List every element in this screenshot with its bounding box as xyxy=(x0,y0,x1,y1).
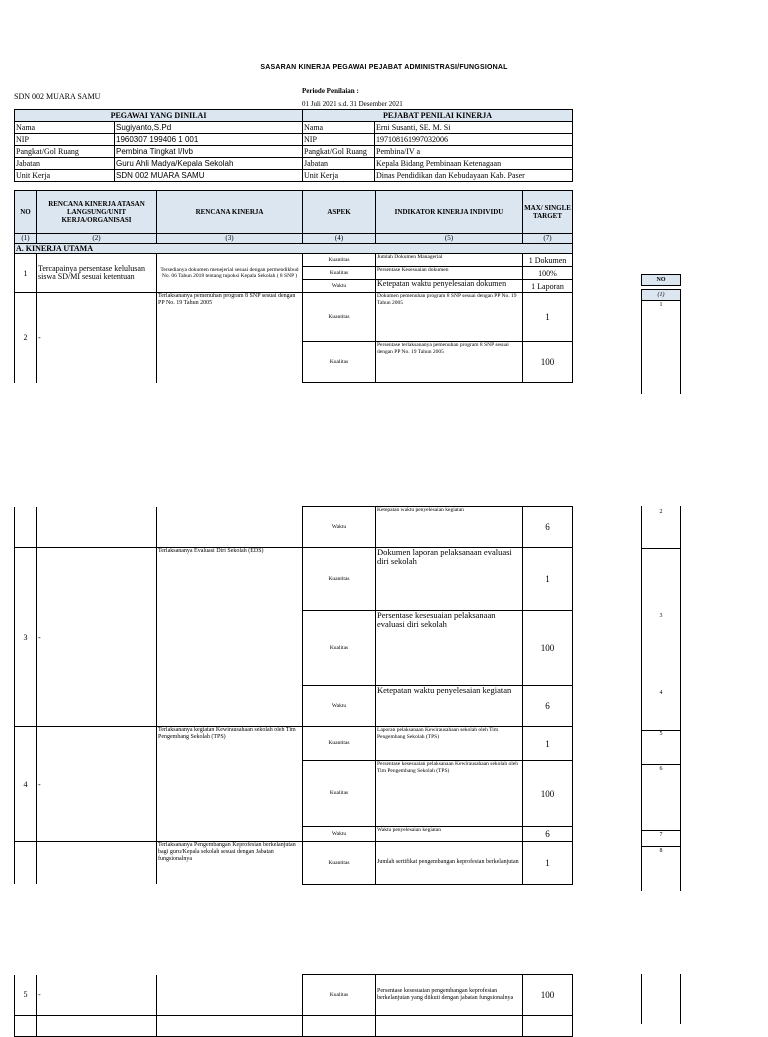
row-aspek: Kuantitas xyxy=(303,293,376,342)
penilai-value: Kepala Bidang Pembinaan Ketenagaan xyxy=(375,158,573,170)
row-no: 2 xyxy=(15,293,37,383)
row-atasan: - xyxy=(37,548,157,727)
row-indikator: Laporan pelaksanaan Kewirausahaan sekolah oleh Tim Pengembang Sekolah (TPS) xyxy=(376,727,523,761)
penilai-value: 197108161997032006 xyxy=(375,134,573,146)
row-aspek: Kuantitas xyxy=(303,727,376,761)
row-rencana: Terlaksananya Pengembangan Keprofesian berkelanjutan bagi guru/Kepala sekolah sesuai dengan Jabatan fungsionalnya xyxy=(157,842,303,885)
row-target: 1 xyxy=(523,727,573,761)
row-target: 1 xyxy=(523,842,573,885)
kinerja-table-2 xyxy=(14,506,573,885)
row-target: 6 xyxy=(523,686,573,727)
pegawai-label: Jabatan xyxy=(15,158,115,170)
pegawai-table xyxy=(14,109,303,182)
side-num: 5 xyxy=(659,731,663,737)
row-aspek: Kualitas xyxy=(303,611,376,686)
col-indikator: INDIKATOR KINERJA INDIVIDU xyxy=(376,191,523,234)
row-indikator: Dokumen pemenuhan program 8 SNP sesuai dengan PP No. 19 Tahun 2005 xyxy=(376,293,523,342)
penilai-value: Pembina/IV a xyxy=(375,146,573,158)
side-num: 4 xyxy=(659,690,663,696)
col-rencana-atasan: RENCANA KINERJA ATASAN LANGSUNG/UNIT KERJA/ORGANISASI xyxy=(37,191,157,234)
penilai-label: Jabatan xyxy=(303,158,375,170)
penilai-value: Dinas Pendidikan dan Kebudayaan Kab. Paser xyxy=(375,170,573,182)
row-aspek: Kuantitas xyxy=(303,548,376,611)
row-target: 6 xyxy=(523,827,573,842)
row-no: 4 xyxy=(15,727,37,842)
penilai-table xyxy=(302,109,573,182)
penilai-value: Erni Susanti, SE. M. Si xyxy=(375,122,573,134)
side-num: 1 xyxy=(659,302,663,308)
row-target: 100% xyxy=(523,267,573,280)
row-rencana: Terlaksananya kegiatan Kewirausahaan sekolah oleh Tim Pengembang Sekolah (TPS) xyxy=(157,727,303,842)
pegawai-value: SDN 002 MUARA SAMU xyxy=(115,170,303,182)
row-indikator: Persentase kesesuaian pengembangan keprofesian berkelanjutan yang diikuti dengan jabatan fungsionalnya xyxy=(376,975,523,1016)
pegawai-value: Pembina Tingkat I/Ivb xyxy=(115,146,303,158)
col-target: MAX/ SINGLE TARGET xyxy=(523,191,573,234)
row-indikator: Waktu penyelesaian kegiatan xyxy=(376,827,523,842)
col-num: (1) xyxy=(15,234,37,244)
row-rencana: Terlaksananya pemenuhan program 8 SNP sesuai dengan PP No. 19 Tahun 2005 xyxy=(157,293,303,383)
row-no: 3 xyxy=(15,548,37,727)
kinerja-table xyxy=(14,190,573,383)
row-aspek: Kualitas xyxy=(303,267,376,280)
periode-label: Periode Penilaian : xyxy=(302,87,359,95)
row-indikator: Persentase Kesesuaian dokumen xyxy=(376,267,523,280)
row-rencana: Terlaksananya Evaluasi Diri Sekolah (EDS) xyxy=(157,548,303,727)
row-no: 5 xyxy=(15,975,37,1016)
document-title: SASARAN KINERJA PEGAWAI PEJABAT ADMINISTRASI/FUNGSIONAL xyxy=(260,64,508,71)
col-aspek: ASPEK xyxy=(303,191,376,234)
row-target: 6 xyxy=(523,507,573,548)
side-num: 8 xyxy=(659,848,663,854)
pegawai-value: 1960307 199406 1 001 xyxy=(115,134,303,146)
pegawai-label: NIP xyxy=(15,134,115,146)
row-target: 1 xyxy=(523,548,573,611)
row-atasan: Tercapainya persentase kelulusan siswa SD/MI sesuai ketentuan xyxy=(37,254,157,293)
row-target: 1 Laporan xyxy=(523,280,573,293)
row-aspek: Kualitas xyxy=(303,342,376,383)
row-indikator: Ketepatan waktu penyelesaian dokumen xyxy=(376,280,523,293)
row-rencana: Tersedianya dokumen menejerial sesuai dengan permendikbud No. 06 Tahun 2018 tentang tupoksi Kepala Sekolah ( 8 SNP ) xyxy=(157,254,303,293)
row-target: 100 xyxy=(523,761,573,827)
pegawai-label: Unit Kerja xyxy=(15,170,115,182)
col-num: (2) xyxy=(37,234,157,244)
penilai-label: Unit Kerja xyxy=(303,170,375,182)
penilai-label: NIP xyxy=(303,134,375,146)
row-aspek: Waktu xyxy=(303,827,376,842)
col-num: (7) xyxy=(523,234,573,244)
row-indikator: Persentase kesesuaian pelaksanaan Kewirausahaan sekolah oleh Tim Pengembang Sekolah (TPS) xyxy=(376,761,523,827)
col-num: (5) xyxy=(376,234,523,244)
row-target: 100 xyxy=(523,611,573,686)
pegawai-label: Pangkat/Gol Ruang xyxy=(15,146,115,158)
row-atasan: - xyxy=(37,975,157,1016)
side-num: 7 xyxy=(659,832,663,838)
pegawai-value: Guru Ahli Madya/Kepala Sekolah xyxy=(115,158,303,170)
row-indikator: Ketepatan waktu penyelesaian kegiatan xyxy=(376,686,523,727)
row-indikator: Jumlah Dokumen Managerial xyxy=(376,254,523,267)
side-num: 3 xyxy=(659,613,663,619)
col-num: (3) xyxy=(157,234,303,244)
pegawai-label: Nama xyxy=(15,122,115,134)
row-no: 1 xyxy=(15,254,37,293)
row-aspek: Kualitas xyxy=(303,761,376,827)
row-atasan: - xyxy=(37,727,157,842)
row-aspek: Kuantitas xyxy=(303,842,376,885)
row-target: 100 xyxy=(523,342,573,383)
row-aspek: Kuantitas xyxy=(303,254,376,267)
row-indikator: Ketepatan waktu penyelesaian kegiatan xyxy=(376,507,523,548)
row-target: 100 xyxy=(523,975,573,1016)
penilai-label: Pangkat/Gol Ruang xyxy=(303,146,375,158)
row-indikator: Jumlah sertifikat pengembangan keprofesian berkelanjutan xyxy=(376,842,523,885)
col-rencana: RENCANA KINERJA xyxy=(157,191,303,234)
school-name: SDN 002 MUARA SAMU xyxy=(14,92,101,101)
side-header: NO xyxy=(641,274,681,286)
row-indikator: Dokumen laporan pelaksanaan evaluasi diri sekolah xyxy=(376,548,523,611)
side-num: 2 xyxy=(659,509,663,515)
section-kinerja-utama: A. KINERJA UTAMA xyxy=(15,244,573,254)
row-aspek: Waktu xyxy=(303,280,376,293)
side-num: 6 xyxy=(659,766,663,772)
kinerja-table-3 xyxy=(14,974,573,1037)
row-target: 1 Dokumen xyxy=(523,254,573,267)
penilai-header: PEJABAT PENILAI KINERJA xyxy=(303,110,573,122)
row-target: 1 xyxy=(523,293,573,342)
row-indikator: Persentase terlaksananya pemenuhan program 8 SNP sesuai dengan PP No. 19 Tahun 2005 xyxy=(376,342,523,383)
row-aspek: Kualitas xyxy=(303,975,376,1016)
col-num: (4) xyxy=(303,234,376,244)
row-aspek: Waktu xyxy=(303,686,376,727)
pegawai-value: Sugiyanto,S.Pd xyxy=(115,122,303,134)
row-atasan: - xyxy=(37,293,157,383)
periode-value: 01 Juli 2021 s.d. 31 Desember 2021 xyxy=(302,100,403,108)
penilai-label: Nama xyxy=(303,122,375,134)
col-no: NO xyxy=(15,191,37,234)
side-sub: (1) xyxy=(641,289,681,301)
pegawai-header: PEGAWAI YANG DINILAI xyxy=(15,110,303,122)
row-indikator: Persentase kesesuaian pelaksanaan evaluasi diri sekolah xyxy=(376,611,523,686)
row-aspek: Waktu xyxy=(303,507,376,548)
